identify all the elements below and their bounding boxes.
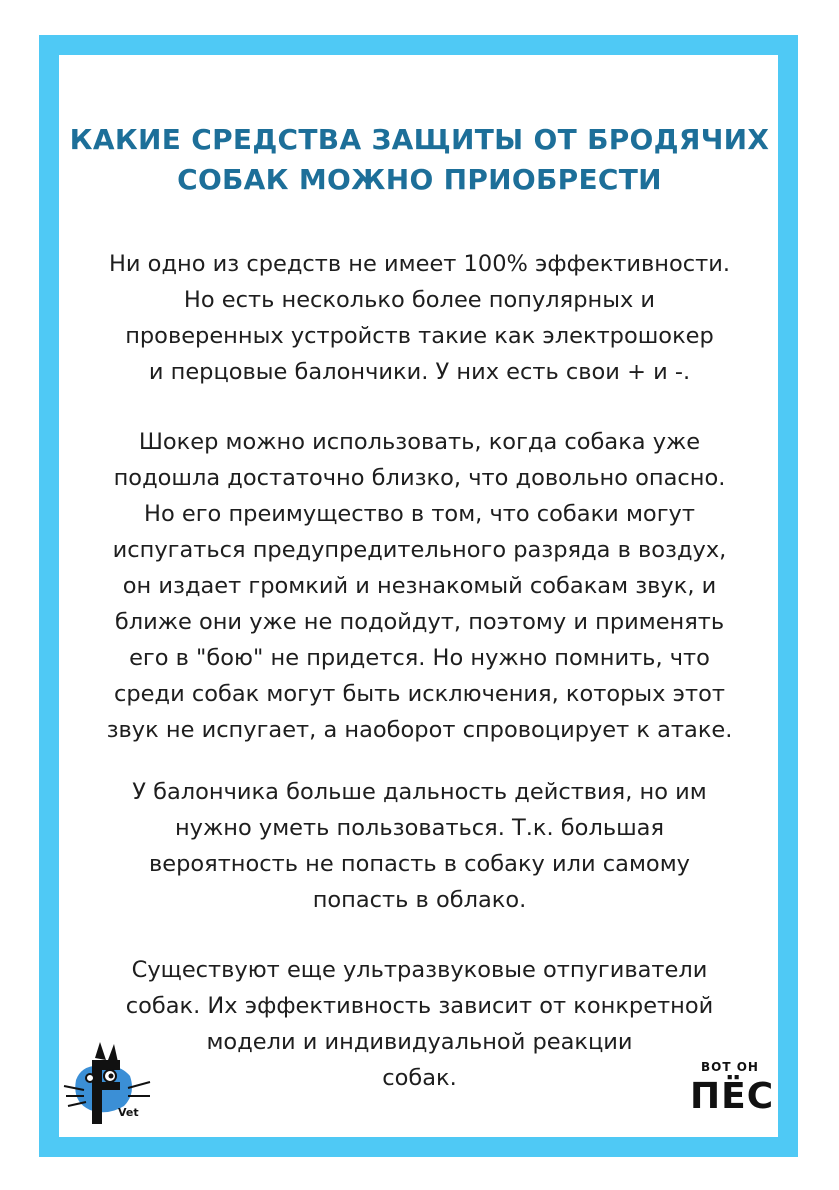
logo-small-text: ВОТ ОН xyxy=(701,1060,759,1074)
text-line: ближе они уже не подойдут, поэтому и применять xyxy=(114,609,725,635)
text-line: нужно уметь пользоваться. Т.к. большая xyxy=(174,815,665,841)
text-line: проверенных устройств такие как электрошокер xyxy=(125,323,714,349)
paragraph-intro xyxy=(0,246,839,390)
title-line: КАКИЕ СРЕДСТВА ЗАЩИТЫ ОТ БРОДЯЧИХ xyxy=(69,123,770,156)
paragraph-spray xyxy=(0,774,839,918)
text-line: собак. Их эффективность зависит от конкретной xyxy=(125,993,714,1019)
text-line: Существуют еще ультразвуковые отпугиватели xyxy=(131,957,708,983)
text-line: Но его преимущество в том, что собаки могут xyxy=(144,501,695,527)
text-line: модели и индивидуальной реакции xyxy=(206,1029,633,1055)
paragraph-shocker xyxy=(0,424,839,748)
text-line: Шокер можно использовать, когда собака уже xyxy=(138,429,701,455)
text-line: среди собак могут быть исключения, которых этот xyxy=(114,681,725,707)
text-line: подошла достаточно близко, что довольно опасно. xyxy=(113,465,726,491)
text-line: испугаться предупредительного разряда в воздух, xyxy=(112,537,727,563)
text-line: Но есть несколько более популярных и xyxy=(183,287,656,313)
text-line: У балончика больше дальность действия, но им xyxy=(132,779,707,805)
cat-vet-logo-icon xyxy=(62,1036,152,1128)
vot-on-pes-logo xyxy=(690,1058,775,1128)
text-line: собак. xyxy=(382,1065,457,1091)
text-line: попасть в облако. xyxy=(312,887,527,913)
text-line: Ни одно из средств не имеет 100% эффективности. xyxy=(108,251,731,277)
page-title xyxy=(0,120,839,200)
title-line: СОБАК МОЖНО ПРИОБРЕСТИ xyxy=(177,163,662,196)
logo-big-text: ПЁС xyxy=(690,1076,775,1117)
text-line: и перцовые балончики. У них есть свои + и -. xyxy=(148,359,691,385)
text-line: его в "бою" не придется. Но нужно помнить, что xyxy=(129,645,710,671)
text-line: вероятность не попасть в собаку или самому xyxy=(149,851,690,877)
svg-text:Vet: Vet xyxy=(118,1106,139,1119)
text-line: он издает громкий и незнакомый собакам звук, и xyxy=(122,573,717,599)
text-line: звук не испугает, а наоборот спровоцирует к атаке. xyxy=(106,717,733,743)
